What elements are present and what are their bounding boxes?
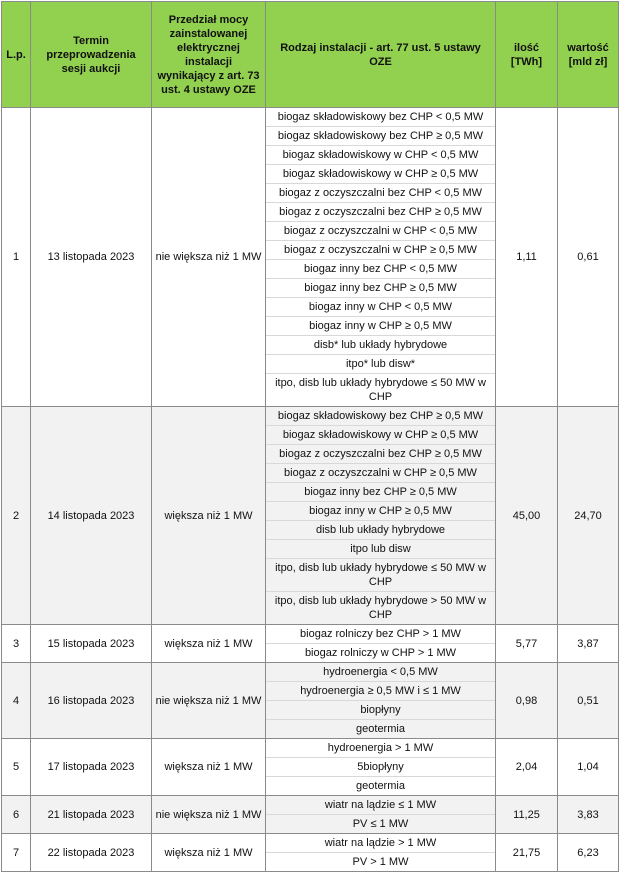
header-przedzial: Przedział mocy zainstalowanej elektrycznej instalacji wynikający z art. 73 ust. 4 ustawy OZE [152,2,266,108]
installation-type-item: biogaz inny w CHP ≥ 0,5 MW [266,501,495,520]
installation-type-item: itpo, disb lub układy hybrydowe ≤ 50 MW w CHP [266,558,495,591]
cell-rodzaj-instalacji [266,407,496,625]
installation-type-item: biogaz inny bez CHP ≥ 0,5 MW [266,482,495,501]
cell-przedzial: nie większa niż 1 MW [152,108,266,407]
table-row [2,796,619,834]
cell-rodzaj-instalacji [266,796,496,834]
installation-type-item: disb lub układy hybrydowe [266,520,495,539]
header-termin: Termin przeprowadzenia sesji aukcji [31,2,152,108]
installation-type-item: 5biopłyny [266,757,495,776]
installation-type-item: disb* lub układy hybrydowe [266,335,495,354]
cell-wartosc: 3,83 [558,796,619,834]
installation-type-item: wiatr na lądzie > 1 MW [324,837,437,849]
installation-type-item: PV ≤ 1 MW [266,814,495,833]
installation-type-item: biogaz inny w CHP ≥ 0,5 MW [266,316,495,335]
cell-rodzaj-instalacji [266,625,496,663]
cell-przedzial: większa niż 1 MW [152,739,266,796]
installation-type-item: biogaz z oczyszczalni bez CHP ≥ 0,5 MW [266,202,495,221]
installation-type-item: itpo lub disw [266,539,495,558]
cell-lp: 4 [2,663,31,739]
table-row [2,625,619,663]
installation-type-item: biogaz składowiskowy w CHP ≥ 0,5 MW [266,425,495,444]
installation-type-item: biopłyny [266,700,495,719]
installation-type-item: wiatr na lądzie ≤ 1 MW [324,799,437,811]
installation-type-item: biogaz składowiskowy w CHP < 0,5 MW [266,145,495,164]
installation-type-item: biogaz z oczyszczalni bez CHP ≥ 0,5 MW [266,444,495,463]
installation-type-item: biogaz inny bez CHP ≥ 0,5 MW [266,278,495,297]
cell-termin: 14 listopada 2023 [31,407,152,625]
cell-ilosc: 11,25 [496,796,558,834]
installation-type-item: biogaz składowiskowy bez CHP ≥ 0,5 MW [266,126,495,145]
cell-termin: 17 listopada 2023 [31,739,152,796]
cell-wartosc: 24,70 [558,407,619,625]
cell-lp: 6 [2,796,31,834]
installation-type-item: PV > 1 MW [266,852,495,871]
cell-lp: 1 [2,108,31,407]
cell-ilosc: 5,77 [496,625,558,663]
cell-wartosc: 3,87 [558,625,619,663]
cell-lp: 7 [2,834,31,872]
header-ilosc: ilość [TWh] [496,2,558,108]
table-row [2,834,619,872]
installation-type-item: geotermia [266,776,495,795]
installation-type-item: biogaz inny w CHP < 0,5 MW [266,297,495,316]
cell-lp: 5 [2,739,31,796]
cell-wartosc: 0,61 [558,108,619,407]
cell-termin: 13 listopada 2023 [31,108,152,407]
cell-przedzial: większa niż 1 MW [152,407,266,625]
cell-wartosc: 1,04 [558,739,619,796]
cell-rodzaj-instalacji [266,739,496,796]
installation-type-item: biogaz składowiskowy bez CHP ≥ 0,5 MW [277,410,484,422]
cell-przedzial: większa niż 1 MW [152,834,266,872]
auction-schedule-table [1,1,619,872]
installation-type-item: biogaz inny bez CHP < 0,5 MW [266,259,495,278]
installation-type-item: biogaz rolniczy bez CHP > 1 MW [300,628,461,640]
installation-type-item: itpo, disb lub układy hybrydowe ≤ 50 MW w CHP [266,373,495,406]
header-row [2,2,619,108]
installation-type-item: biogaz z oczyszczalni w CHP < 0,5 MW [266,221,495,240]
cell-ilosc: 45,00 [496,407,558,625]
installation-type-item: hydroenergia ≥ 0,5 MW i ≤ 1 MW [266,681,495,700]
cell-lp: 2 [2,407,31,625]
installation-type-item: itpo* lub disw* [266,354,495,373]
installation-type-item: hydroenergia > 1 MW [327,742,434,754]
cell-wartosc: 0,51 [558,663,619,739]
cell-rodzaj-instalacji [266,834,496,872]
cell-termin: 21 listopada 2023 [31,796,152,834]
cell-ilosc: 1,11 [496,108,558,407]
cell-przedzial: większa niż 1 MW [152,625,266,663]
installation-type-item: biogaz z oczyszczalni w CHP ≥ 0,5 MW [266,240,495,259]
cell-ilosc: 21,75 [496,834,558,872]
cell-ilosc: 2,04 [496,739,558,796]
cell-termin: 15 listopada 2023 [31,625,152,663]
cell-rodzaj-instalacji [266,663,496,739]
installation-type-item: biogaz z oczyszczalni w CHP ≥ 0,5 MW [266,463,495,482]
table-row [2,108,619,407]
cell-lp: 3 [2,625,31,663]
installation-type-item: biogaz składowiskowy bez CHP < 0,5 MW [277,111,484,123]
cell-przedzial: nie większa niż 1 MW [152,663,266,739]
installation-type-item: geotermia [266,719,495,738]
header-lp: L.p. [2,2,31,108]
installation-type-item: biogaz z oczyszczalni bez CHP < 0,5 MW [266,183,495,202]
header-rodzaj: Rodzaj instalacji - art. 77 ust. 5 ustawy OZE [266,2,496,108]
header-wartosc: wartość [mld zł] [558,2,619,108]
cell-termin: 22 listopada 2023 [31,834,152,872]
cell-ilosc: 0,98 [496,663,558,739]
cell-termin: 16 listopada 2023 [31,663,152,739]
table-row [2,407,619,625]
installation-type-item: hydroenergia < 0,5 MW [323,666,438,678]
cell-przedzial: nie większa niż 1 MW [152,796,266,834]
installation-type-item: biogaz składowiskowy w CHP ≥ 0,5 MW [266,164,495,183]
installation-type-item: itpo, disb lub układy hybrydowe > 50 MW w CHP [266,591,495,624]
cell-wartosc: 6,23 [558,834,619,872]
cell-rodzaj-instalacji [266,108,496,407]
installation-type-item: biogaz rolniczy w CHP > 1 MW [266,643,495,662]
table-row [2,739,619,796]
table-row [2,663,619,739]
